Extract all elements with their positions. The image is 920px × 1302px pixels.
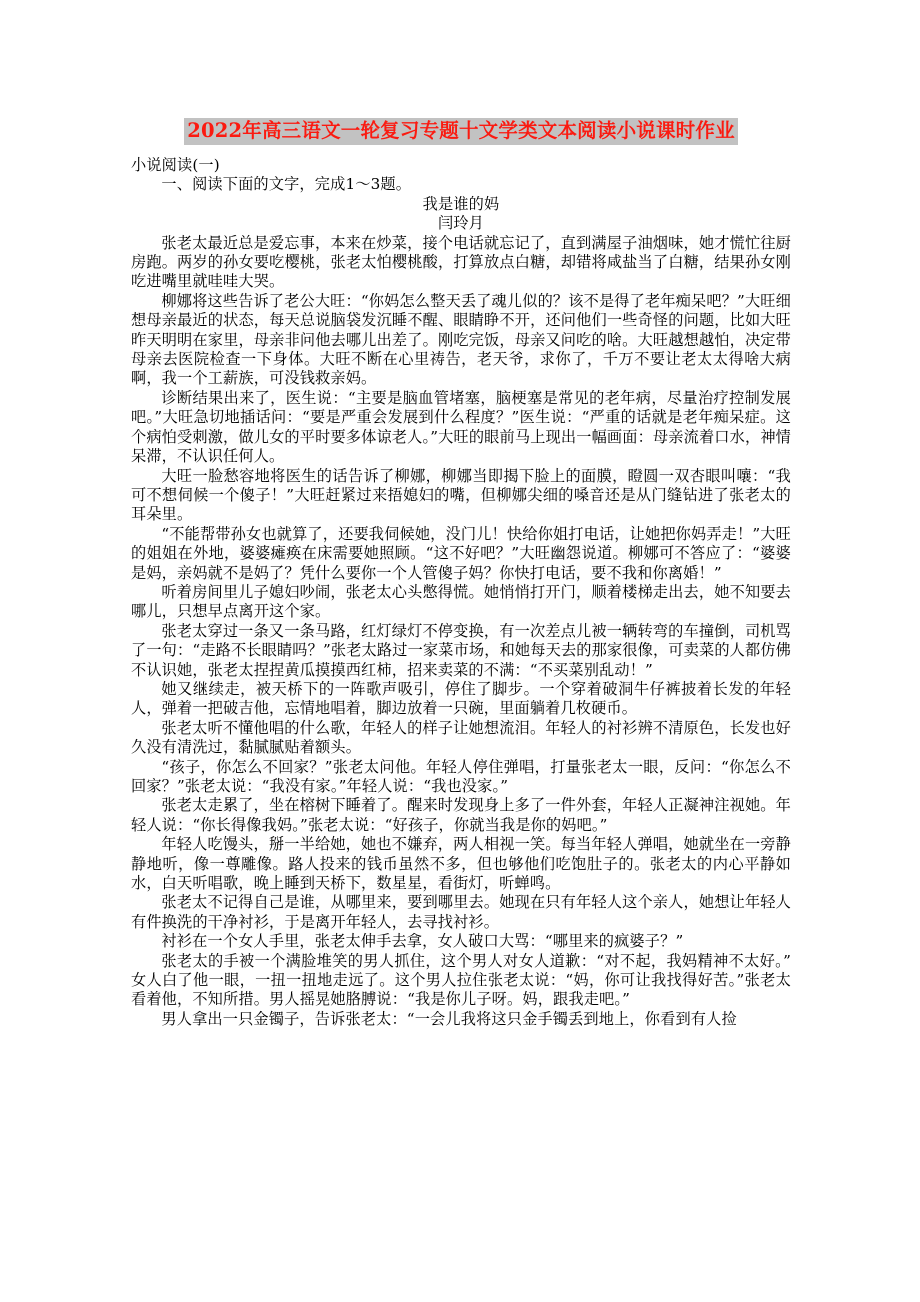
story-paragraph: 张老太不记得自己是谁，从哪里来，要到哪里去。她现在只有年轻人这个亲人，她想让年轻人有件换洗的干净衬衫，于是离开年轻人，去寻找衬衫。 — [131, 893, 791, 931]
document-body — [131, 118, 791, 1029]
story-paragraph: 诊断结果出来了，医生说：“主要是脑血管堵塞，脑梗塞是常见的老年病，尽量治疗控制发展吧。”大旺急切地插话问：“要是严重会发展到什么程度？”医生说：“严重的话就是老年痴呆症。这个病怕受刺激，做儿女的平时要多体谅老人。”大旺的眼前马上现出一幅画面：母亲流着口水，神情呆滞，不认识任何人。 — [131, 388, 791, 466]
banner-title-text: 2022年高三语文一轮复习专题十文学类文本阅读小说课时作业 — [184, 118, 738, 145]
story-paragraph: 张老太穿过一条又一条马路，红灯绿灯不停变换，有一次差点儿被一辆转弯的车撞倒，司机骂了一句：“走路不长眼睛吗？”张老太路过一家菜市场，和她每天去的那家很像，可卖菜的人都仿佛不认识她，张老太捏捏黄瓜摸摸西红柿，招来卖菜的不满：“不买菜别乱动！” — [131, 621, 792, 679]
story-paragraph: 柳娜将这些告诉了老公大旺：“你妈怎么整天丢了魂儿似的？该不是得了老年痴呆吧？”大旺细想母亲最近的状态，每天总说脑袋发沉睡不醒、眼睛睁不开，还问他们一些奇怪的问题，比如大旺昨天明明在家里，母亲非问他去哪儿出差了。刚吃完饭，母亲又问吃的啥。大旺越想越怕，决定带母亲去医院检查一下身体。大旺不断在心里祷告，老天爷，求你了，千万不要让老太太得啥大病啊，我一个工薪族，可没钱救亲妈。 — [131, 291, 791, 388]
story-paragraph: 年轻人吃馒头，掰一半给她，她也不嫌弃，两人相视一笑。每当年轻人弹唱，她就坐在一旁静静地听，像一尊雕像。路人投来的钱币虽然不多，但也够他们吃饱肚子的。张老太的内心平静如水，白天听唱歌，晚上睡到天桥下，数星星，看街灯，听蝉鸣。 — [131, 835, 791, 893]
story-paragraph: 衬衫在一个女人手里，张老太伸手去拿，女人破口大骂：“哪里来的疯婆子？” — [161, 932, 684, 951]
story-paragraph: “不能帮带孙女也就算了，还要我伺候她，没门儿！快给你姐打电话，让她把你妈弄走！”大旺的姐姐在外地，婆婆瘫痪在床需要她照顾。“这不好吧？”大旺幽怨说道。柳娜可不答应了：“婆婆是妈，亲妈就不是妈了？凭什么要你一个人管傻子妈？你快打电话，要不我和你离婚！” — [131, 524, 791, 582]
story-paragraph: 张老太最近总是爱忘事，本来在炒菜，接个电话就忘记了，直到满屋子油烟味，她才慌忙往厨房跑。两岁的孙女要吃樱桃，张老太怕樱桃酸，打算放点白糖，却错将咸盐当了白糖，结果孙女刚吃进嘴里就哇哇大哭。 — [131, 233, 791, 291]
story-paragraph: “孩子，你怎么不回家？”张老太问他。年轻人停住弹唱，打量张老太一眼，反问：“你怎么不回家？”张老太说：“我没有家。”年轻人说：“我也没家。” — [131, 757, 791, 795]
story-paragraph: 张老太听不懂他唱的什么歌，年轻人的样子让她想流泪。年轻人的衬衫辨不清原色，长发也好久没有清洗过，黏腻腻贴着额头。 — [131, 718, 791, 757]
document-banner-heading — [131, 118, 791, 144]
story-paragraph: 大旺一脸愁容地将医生的话告诉了柳娜，柳娜当即揭下脸上的面膜，瞪圆一双杏眼叫嚷：“我可不想伺候一个傻子！”大旺赶紧过来捂媳妇的嘴，但柳娜尖细的嗓音还是从门缝钻进了张老太的耳朵里。 — [131, 466, 791, 524]
story-title: 我是谁的妈 — [422, 194, 500, 213]
story-paragraph: 男人拿出一只金镯子，告诉张老太：“一会儿我将这只金手镯丢到地上，你看到有人捡 — [161, 1009, 737, 1028]
story-paragraph: 她又继续走，被天桥下的一阵歌声吸引，停住了脚步。一个穿着破洞牛仔裤披着长发的年轻人，弹着一把破吉他，忘情地唱着，脚边放着一只碗，里面躺着几枚硬币。 — [131, 679, 791, 718]
story-author: 闫玲月 — [437, 214, 484, 233]
section-label: 小说阅读(一) — [131, 156, 220, 174]
story-paragraph: 张老太走累了，坐在榕树下睡着了。醒来时发现身上多了一件外套，年轻人正凝神注视她。年轻人说：“你长得像我妈。”张老太说：“好孩子，你就当我是你的妈吧。” — [131, 796, 791, 834]
story-paragraph: 听着房间里儿子媳妇吵闹，张老太心头憋得慌。她悄悄打开门，顺着楼梯走出去，她不知要去哪儿，只想早点离开这个家。 — [131, 582, 791, 621]
task-instruction-line: 一、阅读下面的文字，完成1～3题。 — [161, 175, 412, 194]
story-paragraph: 张老太的手被一个满脸堆笑的男人抓住，这个男人对女人道歉：“对不起，我妈精神不太好。”女人白了他一眼，一扭一扭地走远了。这个男人拉住张老太说：“妈，你可让我找得好苦。”张老太看着他，不知所措。男人摇晃她胳膊说：“我是你儿子呀。妈，跟我走吧。” — [131, 951, 791, 1009]
